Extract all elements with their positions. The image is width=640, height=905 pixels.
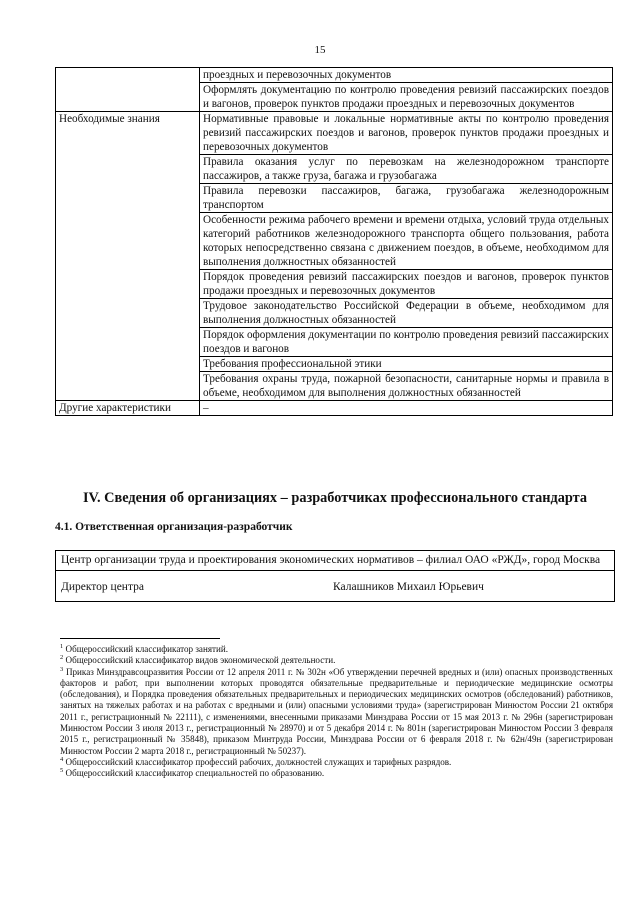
table-cell: Нормативные правовые и локальные нормативные акты по контролю проведения ревизий пассажирских поездов и вагонов, проверок пунктов продажи проездных и перевозочных документов [200,112,613,155]
footnote-number: 1 [60,642,64,650]
footnote-number: 2 [60,654,64,662]
signatory-position: Директор центра [61,581,144,593]
footnote-text: Общероссийский классификатор профессий рабочих, должностей служащих и тарифных разрядов. [65,756,452,767]
footnote-separator [60,638,220,639]
footnote-text: Общероссийский классификатор видов экономической деятельности. [65,655,336,666]
footnote [60,655,613,666]
signatory-name: Калашников Михаил Юрьевич [333,581,484,593]
organization-table [55,550,615,602]
table-row [56,401,613,416]
table-cell: Порядок проведения ревизий пассажирских поездов и вагонов, проверок пунктов продажи проездных и перевозочных документов [200,270,613,299]
organization-signatory-row [56,571,614,601]
page-number: 15 [314,44,326,56]
table-cell: Правила перевозки пассажиров, багажа, грузобагажа железнодорожным транспортом [200,184,613,213]
table-cell: Требования охраны труда, пожарной безопасности, санитарные нормы и правила в объеме, необходимом для выполнения должностных обязанностей [200,372,613,401]
subsection-title: 4.1. Ответственная организация-разработчик [55,521,293,533]
footnote-text: Общероссийский классификатор специальностей по образованию. [65,768,325,779]
table-cell: Особенности режима рабочего времени и времени отдыха, условий труда отдельных категорий работников железнодорожного транспорта общего пользования, работа которых непосредственно связана с движением поездов, в объеме, необходимом для выполнения должностных обязанностей [200,213,613,270]
footnotes [60,644,613,780]
table-cell: – [200,401,613,416]
footnote-number: 5 [60,767,64,775]
table-cell: Порядок оформления документации по контролю проведения ревизий пассажирских поездов и вагонов [200,328,613,357]
section-title: IV. Сведения об организациях – разработчиках профессионального стандарта [82,490,588,506]
table-row [56,68,613,83]
table-cell: проездных и перевозочных документов [200,68,613,83]
table-row [56,112,613,155]
organization-name: Центр организации труда и проектирования экономических нормативов – филиал ОАО «РЖД», город Москва [56,551,614,571]
table-label-cell: Необходимые знания [56,112,200,401]
footnote-text: Приказ Минздравсоцразвития России от 12 апреля 2011 г. № 302н «Об утверждении перечней вредных и (или) опасных производственных факторов и работ, при выполнении которых проводятся обязательные предварительные и периодические медицинские осмотры (обследования), и Порядка проведения обязательных предварительных и периодических медицинских осмотров (обследований) работников, занятых на тяжелых работах и на работах с вредными и (или) опасными условиями труда» (зарегистрирован Минюстом России 21 октября 2011 г., регистрационный № 22111), с изменениями, внесенными приказами Минздрава России от 15 мая 2013 г. № 296н (зарегистрирован Минюстом России 3 июля 2013 г., регистрационный № 28970) и от 5 декабря 2014 г. № 801н (зарегистрирован Минюстом России 3 февраля 2015 г., регистрационный № 35848), приказом Минтруда России, Минздрава России от 6 февраля 2018 г. № 62н/49н (зарегистрирован Минюстом России 2 марта 2018 г., регистрационный № 50237). [60,666,613,756]
knowledge-table [55,67,613,416]
table-cell: Оформлять документацию по контролю проведения ревизий пассажирских поездов и вагонов, проверок пунктов продажи проездных и перевозочных документов [200,83,613,112]
table-cell: Требования профессиональной этики [200,357,613,372]
table-label-cell: Другие характеристики [56,401,200,416]
footnote [60,757,613,768]
table-cell: Трудовое законодательство Российской Федерации в объеме, необходимом для выполнения должностных обязанностей [200,299,613,328]
footnote [60,768,613,779]
table-cell: Правила оказания услуг по перевозкам на железнодорожном транспорте пассажиров, а также груза, багажа и грузобагажа [200,155,613,184]
footnote-number: 3 [60,665,64,673]
footnote-text: Общероссийский классификатор занятий. [65,644,229,654]
footnote [60,667,613,757]
footnote-number: 4 [60,755,64,763]
footnote [60,644,613,655]
table-label-cell [56,68,200,112]
